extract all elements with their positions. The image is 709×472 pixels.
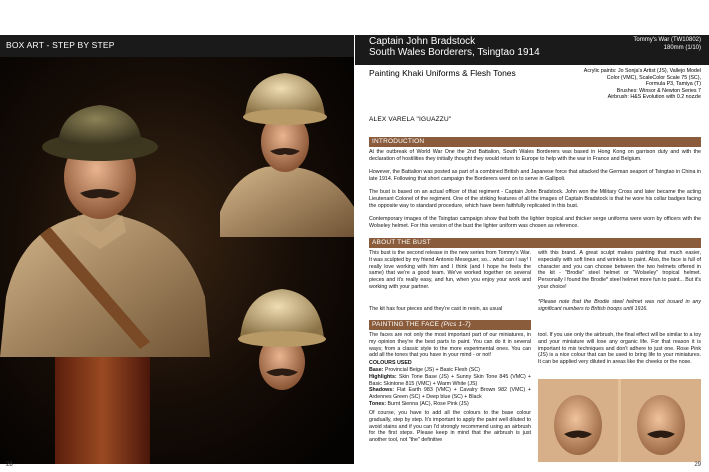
section-heading-about-the-bust: ABOUT THE BUST [369, 238, 701, 248]
article-title-line2: South Wales Borderers, Tsingtao 1914 [369, 47, 540, 58]
face-paragraph-1: The faces are not only the most important part of our miniatures, in my opinion they're the best parts to paint. You can do it in several ways; from a classic style to the more experimental ones. You can add all the tones that you have in your mind - or not! [369, 332, 531, 359]
bust-photo-illustration [0, 57, 354, 464]
colour-entry: Tones: Burnt Sienna (AC), Rose Pink (JS) [369, 400, 469, 407]
about-paragraph-2: The kit has four pieces and they're cast in resin, as usual [369, 306, 503, 312]
article-title: Captain John Bradstock [369, 36, 476, 47]
about-footnote: *Please note that the Brodie steel helmet was not issued in any significant numbers to British troops until 1916. [538, 299, 701, 312]
materials-line: Formula P3, Tamiya (T) [645, 81, 701, 87]
materials-line: Airbrush: H&S Evolution with 0.2 nozzle [607, 94, 701, 100]
colours-list [369, 367, 531, 408]
intro-paragraph-1: At the outbreak of World War One the 2nd Battalion, South Wales Borderers was based in Hong Kong on garrison duty and with the declaration of hostilities they initially thought they would return to Europe to help with the war in France and Belgium. [369, 149, 701, 162]
materials-line: Acrylic paints: Jo Sonja's Artist (JS), Vallejo Model [583, 68, 701, 74]
intro-paragraph-4: Contemporary images of the Tsingtao campaign show that both the lighter tropical and thicker serge uniforms were worn by officers with the Wolseley helmet. For this version of the bust the lighter uniform was chosen as reference. [369, 216, 701, 229]
section-header-bar [0, 35, 354, 57]
about-paragraph-3: with this brand. A great sculpt makes painting that much easier, especially with soft lines and wrinkles to paint. Also, the face is full of character and you can choose between the two helmets offered in the kit - "Brodie" steel helmet or "Wolseley" tropical helmet. Personally I found the Brodie* steel helmet more fun to paint... But it's your choice! [538, 250, 701, 290]
colours-heading: COLOURS USED [369, 360, 412, 366]
face-paragraph-2: Of course, you have to add all the colours to the base colour gradually, step by step. It's important to apply the paint well diluted to avoid stains and if you can I'd strongly recommend using an airbrush for the first steps. Please keep in mind that the airbrush is just another tool, not "the" definitive [369, 410, 531, 444]
product-reference: Tommy's War (TW10802) [633, 37, 701, 43]
colour-entry: Shadows: Flat Earth 983 (VMC) + Cavalry Brown 982 (VMC) + Ardennes Green (SC) + Deep blue (SC) + Black [369, 387, 531, 401]
materials-list [551, 68, 701, 101]
article-subtitle: Painting Khaki Uniforms & Flesh Tones [369, 68, 516, 78]
right-page [355, 0, 709, 472]
bust-photo [0, 57, 354, 464]
author-byline: ALEX VARELA "IGUAZZU" [369, 116, 452, 123]
product-scale: 180mm (1/10) [663, 45, 701, 51]
materials-line: Brushes: Winsor & Newton Series 7 [616, 87, 701, 94]
face-paragraph-3: tool. If you use only the airbrush, the final effect will be similar to a toy and your miniature will lose any organic life. For that reason it is important to mix techniques and don't adhere to just one. Rose Pink (JS) is a nice colour that can be used to bring life to your miniatures. It can be applied very diluted in areas like the cheeks or the nose. [538, 332, 701, 366]
section-heading-pics: (Pics 1-7) [441, 321, 471, 328]
step-photos-illustration [538, 379, 701, 462]
page-number: 29 [694, 462, 701, 468]
page-number: 28 [6, 462, 13, 468]
step-photos [538, 379, 701, 462]
intro-paragraph-2: However, the Battalion was posted as part of a combined British and Japanese force that attacked the German seaport of Tsingtao in China in late 1914. Following that short campaign the Borderers went on to serve in Gallipoli. [369, 169, 701, 182]
section-heading-introduction: INTRODUCTION [369, 137, 701, 147]
left-page [0, 0, 354, 472]
section-heading-painting-the-face [369, 320, 531, 330]
materials-line: Color (VMC), ScaleColor Scale 75 (SC), [606, 74, 701, 81]
intro-paragraph-3: The bust is based on an actual officer of that regiment - Captain John Bradstock. John won the Military Cross and later became the acting Lieutenant Colonel of the regiment. One of the striking features of all the images of Captain Bradstock is that he wore his collar badges facing the opposite way to standard procedure, which have been faithfully replicated in this bust. [369, 189, 701, 209]
colour-entry: Highlights: Skin Tone Base (JS) + Sunny Skin Tone 845 (VMC) + Basic Skintone 815 (VMC) + Warm White (JS) [369, 373, 531, 387]
about-paragraph-1: This bust is the second release in the new series from Tommy's War. It was sculpted by my friend Antonio Meseguer, so... what can I say! I really love working with him and I think (and I hope he feels the same) that we're a good team. We've worked together on several pieces and it's really easy, and fun, when you enjoy your work and working with your partner. [369, 250, 531, 290]
section-heading-text: PAINTING THE FACE [372, 321, 440, 328]
colour-entry: Base: Provincial Beige (JS) + Basic Flesh (SC) [369, 367, 480, 373]
section-label: BOX ART - STEP BY STEP [6, 40, 115, 50]
